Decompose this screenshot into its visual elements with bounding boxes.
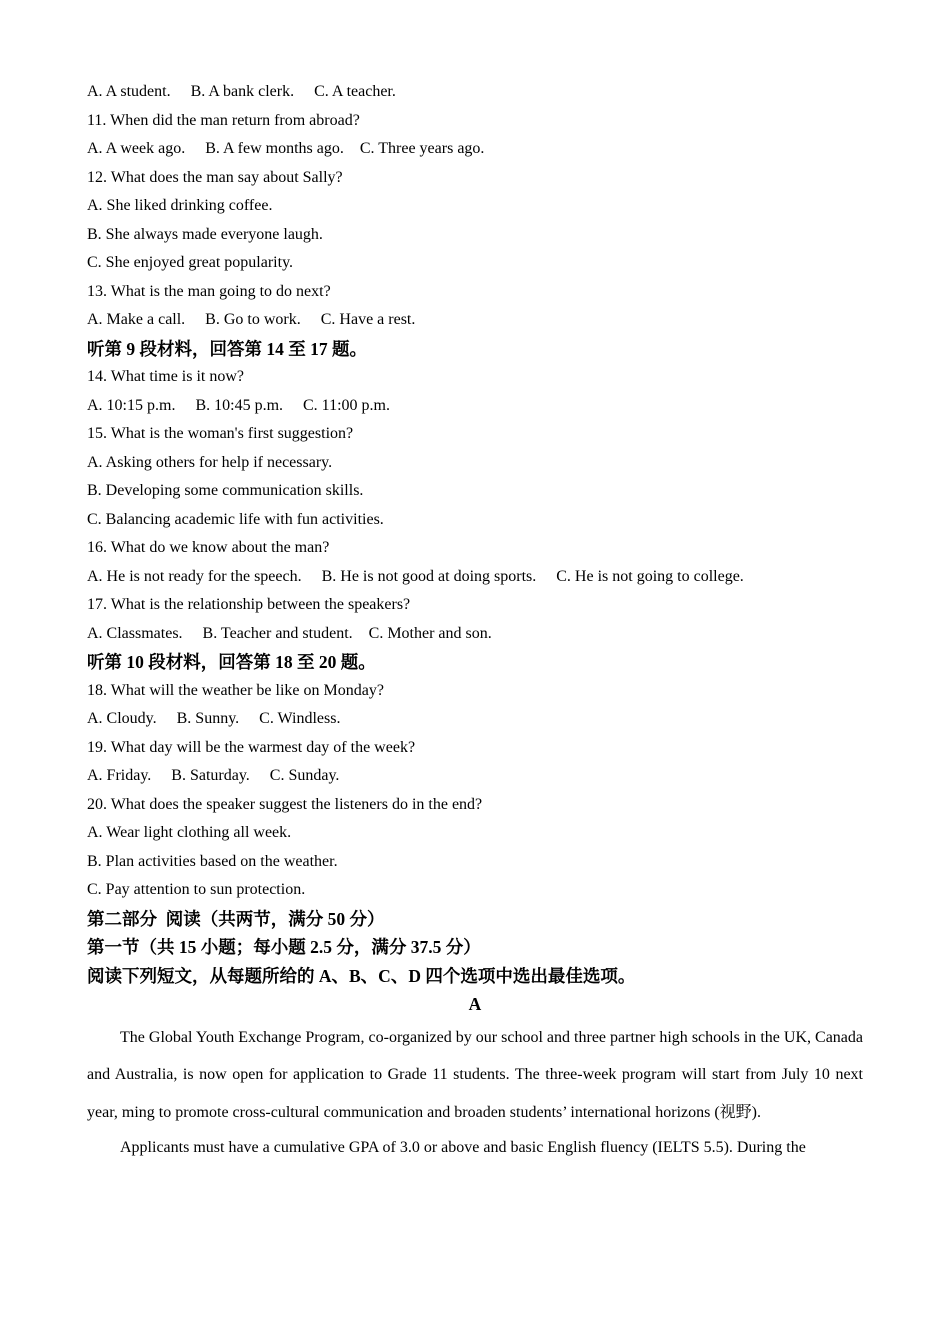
text-line: A. Asking others for help if necessary. [87,453,333,471]
text-line: 13. What is the man going to do next? [87,282,331,300]
text-line: A. Wear light clothing all week. [87,824,292,841]
text-line: A. A student. B. A bank clerk. C. A teacher. [87,83,396,100]
text-line: C. Balancing academic life with fun activities. [87,510,384,528]
text-line: 20. What does the speaker suggest the listeners do in the end? [87,795,483,813]
text-line: 14. What time is it now? [87,368,245,385]
text-line: A. Make a call. B. Go to work. C. Have a rest. [87,311,416,328]
section-heading: 听第 10 段材料，回答第 18 至 20 题。 [87,652,376,672]
text-line: B. She always made everyone laugh. [87,225,323,243]
text-line: A. A week ago. B. A few months ago. C. Three years ago. [87,140,485,157]
text-line: 16. What do we know about the man? [87,539,330,556]
passage-paragraph-2: Applicants must have a cumulative GPA of 3.0 or above and basic English fluency (IELTS 5.5). During the [120,1139,806,1156]
text-line: A. Classmates. B. Teacher and student. C. Mother and son. [87,624,492,642]
text-line: C. She enjoyed great popularity. [87,254,294,271]
text-line: 18. What will the weather be like on Monday? [87,681,384,699]
text-line: 11. When did the man return from abroad? [87,111,360,129]
text-line: 12. What does the man say about Sally? [87,168,343,186]
text-line: 19. What day will be the warmest day of the week? [87,738,416,756]
passage-heading: A [468,994,482,1014]
text-line: B. Developing some communication skills. [87,482,364,499]
section-heading: 第一节（共 15 小题；每小题 2.5 分，满分 37.5 分） [87,937,481,957]
text-line: A. 10:15 p.m. B. 10:45 p.m. C. 11:00 p.m. [87,396,390,414]
text-line: 15. What is the woman's first suggestion? [87,425,354,442]
section-heading: 听第 9 段材料，回答第 14 至 17 题。 [87,338,367,359]
text-line: C. Pay attention to sun protection. [87,881,306,898]
text-line: A. He is not ready for the speech. B. He is not good at doing sports. C. He is not going to college. [87,567,744,585]
section-heading: 第二部分 阅读（共两节，满分 50 分） [87,908,385,929]
text-line: 17. What is the relationship between the speakers? [87,596,411,613]
text-line: A. Friday. B. Saturday. C. Sunday. [87,767,340,784]
text-line: A. Cloudy. B. Sunny. C. Windless. [87,710,341,727]
question-lines [87,78,863,990]
passage-paragraph-1: The Global Youth Exchange Program, co-organized by our school and three partner high schools in the UK, Canada and Australia, is now open for application to Grade 11 students. The three-week program will start from July 10 next year, ming to promote cross-cultural communication and broaden students’ international horizons (视野). [87,1028,863,1121]
text-line: B. Plan activities based on the weather. [87,852,338,870]
document-page [87,78,863,1167]
section-heading: 阅读下列短文，从每题所给的 A、B、C、D 四个选项中选出最佳选项。 [87,965,636,986]
text-line: A. She liked drinking coffee. [87,197,273,214]
